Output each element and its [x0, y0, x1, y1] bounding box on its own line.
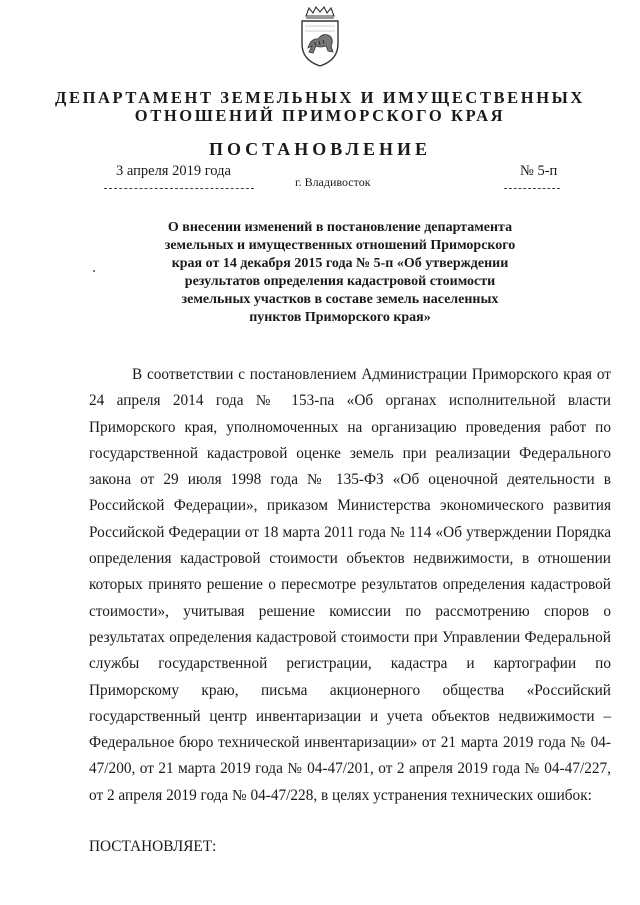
department-name-line-1: ДЕПАРТАМЕНТ ЗЕМЕЛЬНЫХ И ИМУЩЕСТВЕННЫХ — [55, 88, 585, 107]
document-number: № 5-п — [520, 163, 558, 179]
resolve-statement: ПОСТАНОВЛЯЕТ: — [89, 838, 217, 855]
date-underline — [104, 188, 254, 189]
title-line: земельных и имущественных отношений Приморского — [164, 238, 516, 253]
title-line: О внесении изменений в постановление департамента — [167, 220, 513, 235]
number-underline — [504, 188, 560, 189]
document-title — [120, 219, 560, 327]
title-line: края от 14 декабря 2015 года № 5-п «Об утверждении — [171, 256, 509, 271]
scan-speck — [93, 270, 95, 272]
document-type: ПОСТАНОВЛЕНИЕ — [208, 139, 432, 159]
title-line: результатов определения кадастровой стоимости — [184, 274, 496, 289]
title-line: пунктов Приморского края» — [249, 310, 431, 325]
coat-of-arms-icon — [297, 6, 343, 68]
document-date: 3 апреля 2019 года — [116, 163, 231, 179]
title-line: земельных участков в составе земель населенных — [181, 292, 499, 307]
department-name-line-2: ОТНОШЕНИЙ ПРИМОРСКОГО КРАЯ — [134, 106, 506, 125]
document-city: г. Владивосток — [295, 175, 371, 189]
body-paragraph: В соответствии с постановлением Администрации Приморского края от 24 апреля 2014 года № 153-па «Об органах исполнительной власти Приморского края, уполномоченных на организацию проведения работ по государственной кадастровой оценке земель при реализации Федерального закона от 29 июля 1998 года № 135-ФЗ «Об оценочной деятельности в Российской Федерации», приказом Министерства экономического развития Российской Федерации от 18 марта 2011 года № 114 «Об утверждении Порядка определения кадастровой стоимости объектов недвижимости, в отношении которых принято решение о пересмотре результатов определения кадастровой стоимости», учитывая решение комиссии по рассмотрению споров о результатах определения кадастровой стоимости при Управлении Федеральной службы государственной регистрации, кадастра и картографии по Приморскому краю, письма акционерного общества «Российский государственный центр инвентаризации и учета объектов недвижимости – Федеральное бюро технической инвентаризации» от 21 марта 2019 года № 04-47/200, от 21 марта 2019 года № 04-47/201, от 2 апреля 2019 года № 04-47/227, от 2 апреля 2019 года № 04-47/228, в целях устранения технических ошибок: — [89, 366, 611, 804]
